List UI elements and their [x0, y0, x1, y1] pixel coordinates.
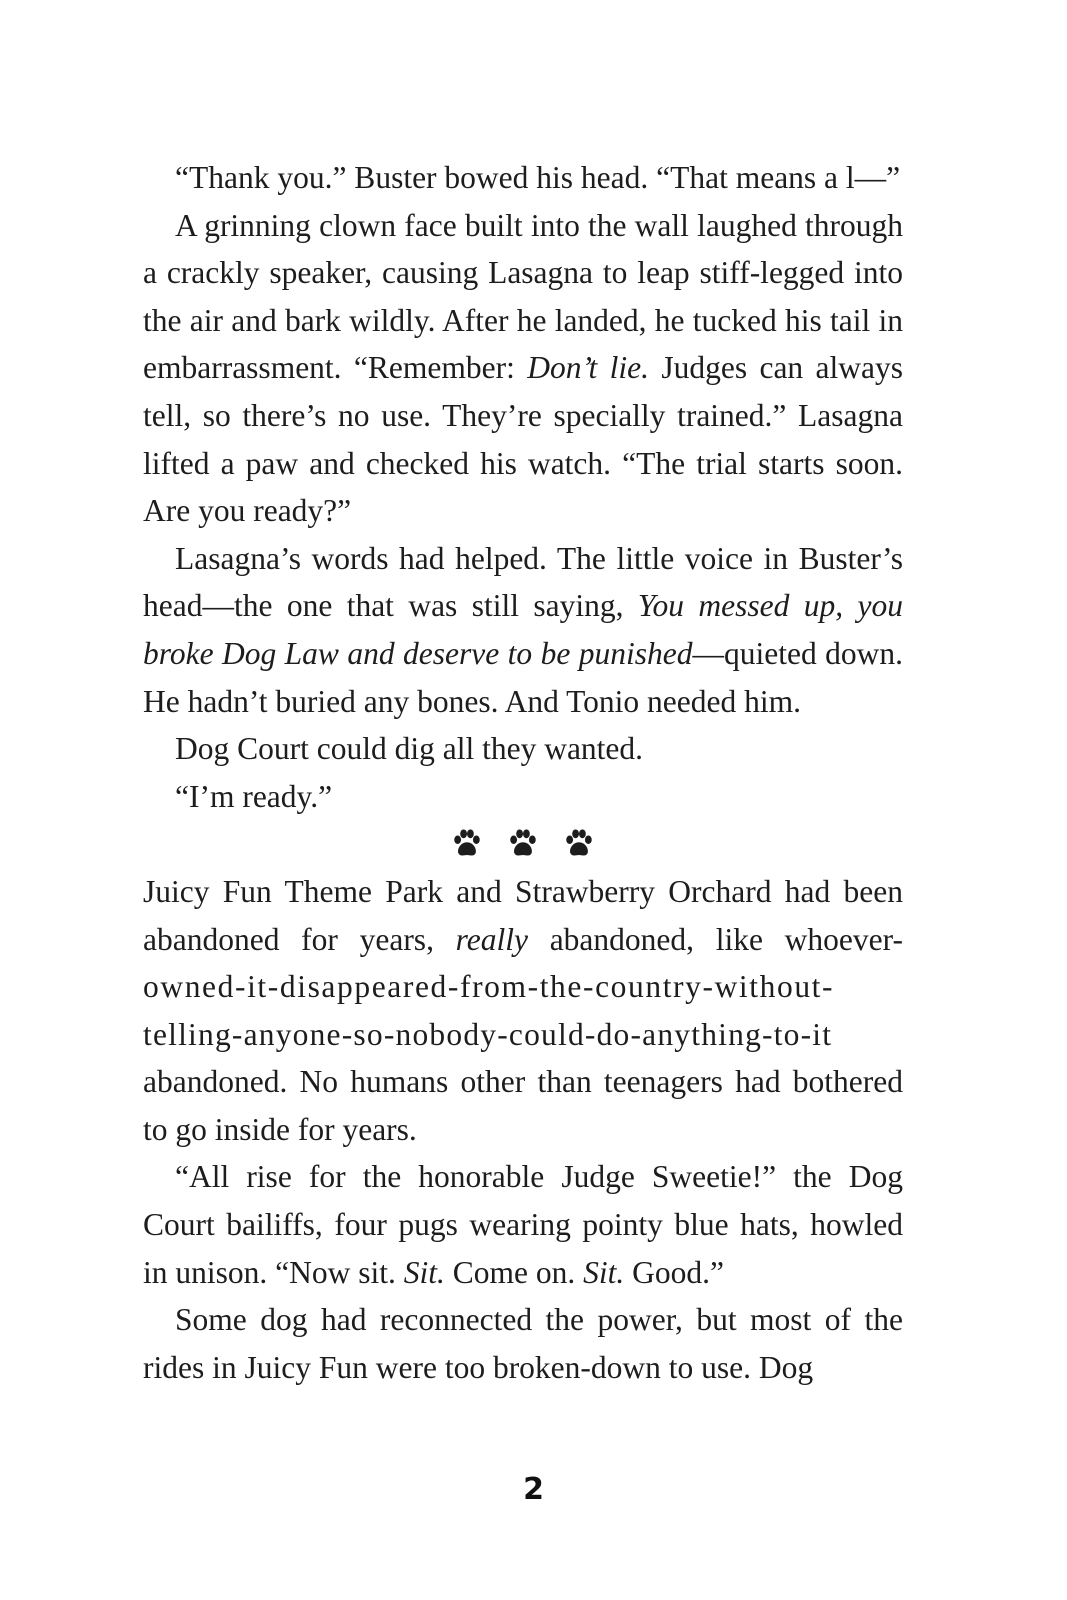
text-run: “I’m ready.”: [175, 778, 333, 814]
body-text: [143, 154, 903, 1391]
paragraph-p8: [143, 1296, 903, 1391]
text-run: Lasagna’s words had helped. The little voice in Buster’s head—the one that was still saying,: [143, 540, 903, 624]
paragraph-p3: [143, 535, 903, 725]
section-line-2-italic: really: [455, 921, 528, 957]
section-line-4: telling-anyone-so-nobody-could-do-anything-to-it: [143, 1016, 833, 1052]
section-line-3: owned-it-disappeared-from-the-country-without-: [143, 969, 835, 1005]
italic-text: Sit.: [403, 1254, 445, 1290]
section-line-2-after: abandoned, like whoever-: [527, 921, 903, 957]
paragraph-group-bottom: [143, 1153, 903, 1391]
text-run: “Thank you.” Buster bowed his head. “That means a l—”: [175, 160, 901, 195]
italic-text: Don’t lie.: [527, 350, 649, 386]
text-run: “All rise for the honorable Judge Sweetie!” the Dog Court bailiffs, four pugs wearing pointy blue hats, howled in unison. “Now sit.: [143, 1159, 903, 1290]
text-run: A grinning clown face built into the wall laughed through a crackly speaker, causing Lasagna to leap stiff-legged into the air and bark wildly. After he landed, he tucked his tail in embarrassment. “Remember:: [143, 207, 903, 386]
paw-icon: [506, 827, 540, 861]
section-line-1: Juicy Fun Theme Park and Strawberry Orchard had been: [143, 873, 903, 909]
italic-text: You messed up, you broke Dog Law and deserve to be punished: [143, 588, 904, 671]
paragraph-p1: [143, 154, 903, 202]
text-run: Good.”: [624, 1254, 725, 1290]
page-number: 2: [523, 1472, 544, 1507]
section-line-2-before: abandoned for years,: [143, 921, 456, 957]
text-run: Come on.: [444, 1254, 584, 1290]
section-rest: abandoned. No humans other than teenagers had bothered to go inside for years.: [143, 1064, 903, 1147]
paragraph-p5: [143, 773, 903, 821]
section-break-ornament: [143, 820, 903, 868]
paw-icon: [450, 827, 484, 861]
text-run: Judges can always tell, so there’s no use. They’re specially trained.” Lasagna lifted a paw and checked his watch. “The trial starts soon. Are you ready?”: [143, 350, 904, 529]
paragraph-group-top: [143, 154, 903, 820]
paragraph-p4: [143, 725, 903, 773]
section-line-2: [143, 916, 903, 964]
paragraph-p7: [143, 1153, 903, 1296]
text-run: —quieted down. He hadn’t buried any bones. And Tonio needed him.: [143, 635, 903, 719]
italic-text: Sit.: [583, 1254, 625, 1290]
paragraph-p2: [143, 202, 903, 535]
section-opening-paragraph: [143, 868, 903, 1154]
text-run: Dog Court could dig all they wanted.: [175, 731, 644, 767]
paw-icon: [562, 827, 596, 861]
text-run: Some dog had reconnected the power, but most of the rides in Juicy Fun were too broken-down to use. Dog: [143, 1302, 903, 1385]
